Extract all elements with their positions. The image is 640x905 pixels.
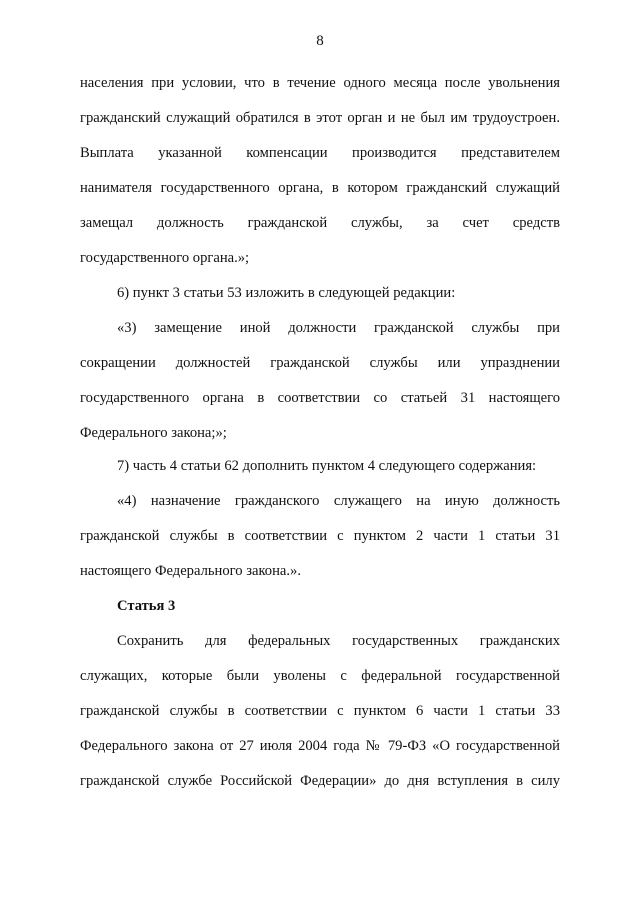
- text-line: служащих, которые были уволены с федеральной государственной: [80, 668, 560, 684]
- text-line: Федерального закона от 27 июля 2004 года № 79-ФЗ «О государственной: [80, 738, 560, 754]
- page-number: 8: [316, 33, 324, 49]
- text-line: Федерального закона;»;: [80, 425, 227, 441]
- text-line: нанимателя государственного органа, в котором гражданский служащий: [80, 180, 560, 196]
- text-line: гражданской службы в соответствии с пунктом 6 части 1 статьи 33: [80, 703, 560, 719]
- text-line: Сохранить для федеральных государственных гражданских: [117, 633, 560, 649]
- text-line: государственного органа.»;: [80, 250, 250, 266]
- text-line: «4) назначение гражданского служащего на иную должность: [117, 493, 560, 509]
- article-heading: Статья 3: [117, 598, 176, 614]
- text-line: настоящего Федерального закона.».: [80, 563, 301, 579]
- text-line: гражданский служащий обратился в этот орган и не был им трудоустроен.: [80, 110, 560, 126]
- text-line: государственного органа в соответствии со статьей 31 настоящего: [80, 390, 560, 406]
- text-line: гражданской службы в соответствии с пунктом 2 части 1 статьи 31: [80, 528, 560, 544]
- text-line: населения при условии, что в течение одного месяца после увольнения: [80, 75, 560, 91]
- text-line: Выплата указанной компенсации производится представителем: [80, 145, 560, 161]
- text-line: замещал должность гражданской службы, за счет средств: [80, 215, 560, 231]
- text-line: 7) часть 4 статьи 62 дополнить пунктом 4 следующего содержания:: [117, 458, 537, 474]
- text-line: гражданской службе Российской Федерации» до дня вступления в силу: [80, 773, 560, 789]
- text-line: 6) пункт 3 статьи 53 изложить в следующей редакции:: [117, 285, 456, 301]
- text-line: «3) замещение иной должности гражданской службы при: [117, 320, 560, 336]
- text-line: сокращении должностей гражданской службы или упразднении: [80, 355, 560, 371]
